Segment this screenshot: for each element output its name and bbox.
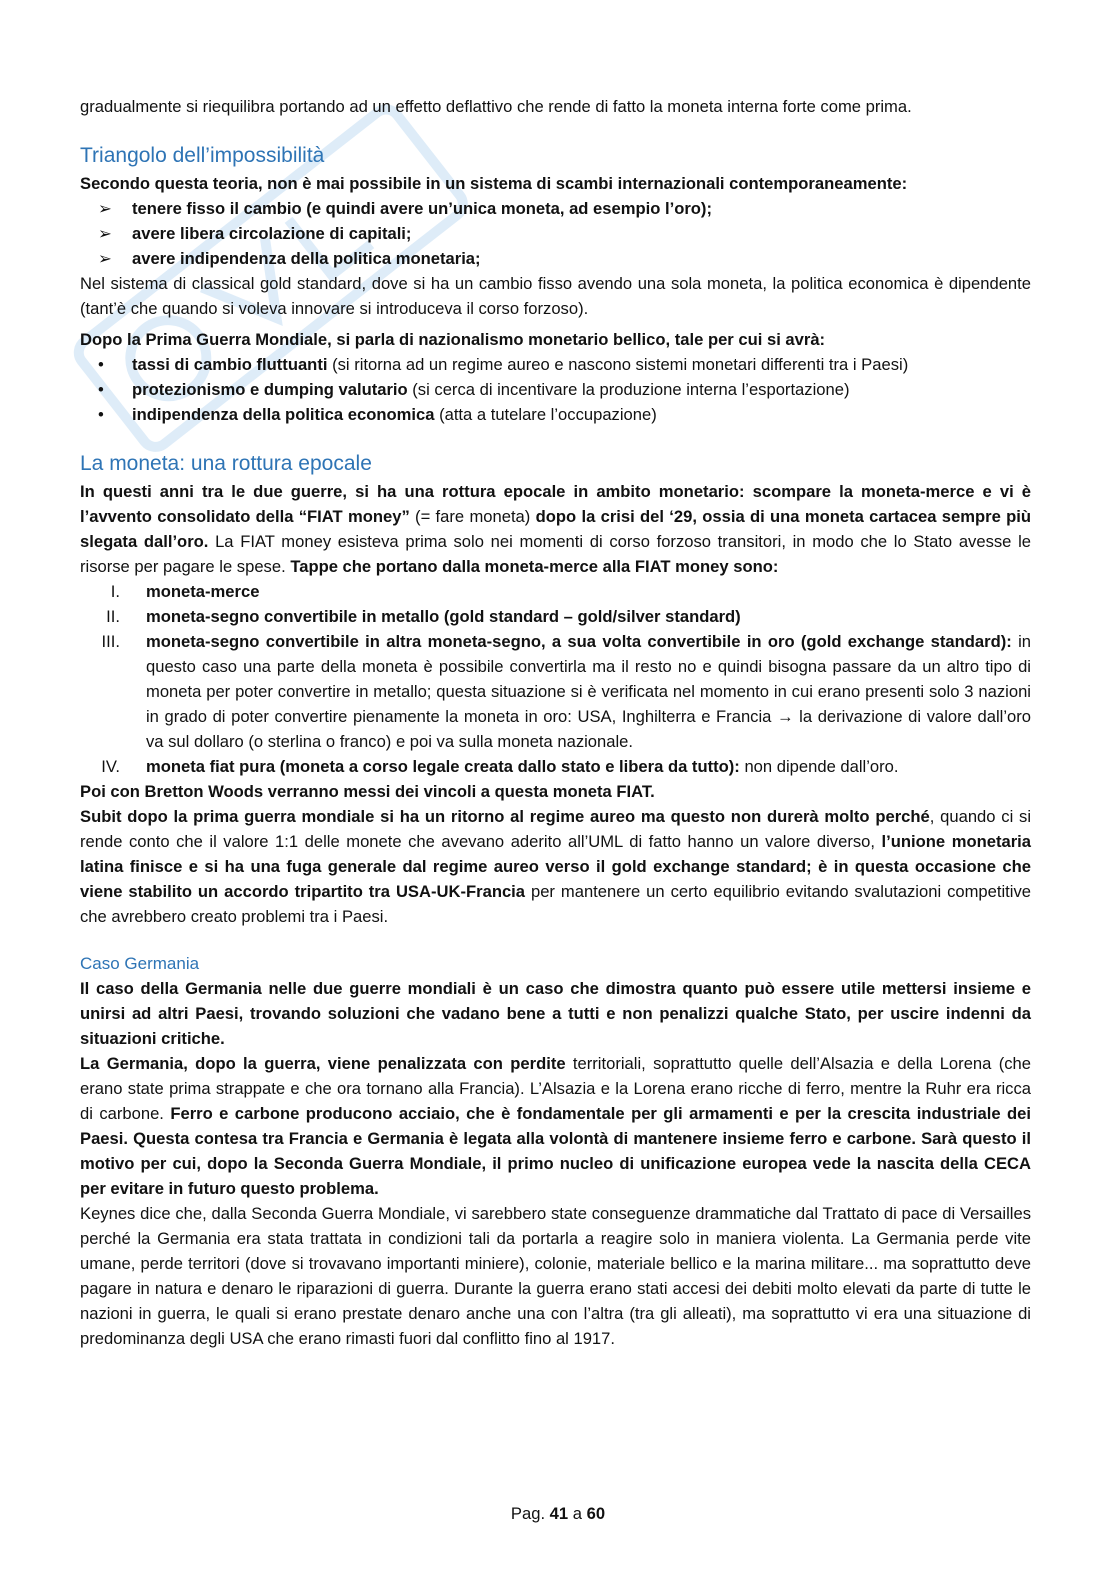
list-item: ➢ tenere fisso il cambio (e quindi avere un’unica moneta, ad esempio l’oro); <box>80 196 1031 221</box>
list-item: • protezionismo e dumping valutario (si cerca di incentivare la produzione interna l’esportazione) <box>80 377 1031 402</box>
nazionalismo-lead: Dopo la Prima Guerra Mondiale, si parla di nazionalismo monetario bellico, tale per cui si avrà: <box>80 330 826 349</box>
gold-standard-paragraph: Nel sistema di classical gold standard, dove si ha un cambio fisso avendo una sola moneta, la politica economica è dipendente (tant’è che quando si voleva innovare si introduceva il corso forzoso). <box>80 274 1031 318</box>
list-item: ➢ avere indipendenza della politica monetaria; <box>80 246 1031 271</box>
moneta-paragraph-1: In questi anni tra le due guerre, si ha una rottura epocale in ambito monetario: scompare la moneta-merce e vi è l’avvento consolidato della “FIAT money” (= fare moneta) dopo la crisi del ‘29, ossia di una moneta cartacea sempre più slegata dall’oro. La FIAT money esisteva prima solo nei momenti di corso forzoso transitori, in modo che lo Stato avesse le risorse per pagare le spese. Tappe che portano dalla moneta-merce alla FIAT money sono: <box>80 482 1031 576</box>
moneta-paragraph-3: Subit dopo la prima guerra mondiale si ha un ritorno al regime aureo ma questo non durerà molto perché, quando ci si rende conto che il valore 1:1 delle monete che avevano aderito all’UML di fatto hanno un valore diverso, l’unione monetaria latina finisce e si ha una fuga generale dal regime aureo verso il gold exchange standard; è in questa occasione che viene stabilito un accordo tripartito tra USA-UK-Francia per mantenere un certo equilibrio evitando svalutazioni competitive che avrebbero creato problemi tra i Paesi. <box>80 807 1032 926</box>
bretton-woods-paragraph: Poi con Bretton Woods verranno messi dei vincoli a questa moneta FIAT. <box>80 782 655 801</box>
bullet-icon: • <box>98 405 104 424</box>
triangolo-lead: Secondo questa teoria, non è mai possibile in un sistema di scambi internazionali contemporaneamente: <box>80 174 908 193</box>
section-title-triangolo: Triangolo dell’impossibilità <box>80 144 325 167</box>
list-item: I. moneta-merce <box>110 582 260 601</box>
keynes-paragraph: Keynes dice che, dalla Seconda Guerra Mondiale, vi sarebbero state conseguenze drammatiche dal Trattato di pace di Versailles perché la Germania era stata trattata in condizioni tali da portarla a reagire solo in maniera violenta. La Germania perde vite umane, perde territori (dove si trovavano importanti miniere), colonie, materiale bellico e la marina militare... ma soprattutto deve pagare in natura e denaro le riparazioni di guerra. Durante la guerra erano stati accesi dei debiti molto elevati da parte di tutte le nazioni in guerra, le quali si erano prestate denaro anche una con l’altra (tra gli alleati), ma soprattutto vi era una situazione di predominanza degli USA che erano rimasti fuori dal conflitto fino al 1917. <box>80 1204 1031 1348</box>
page-number-current: 41 <box>549 1504 569 1523</box>
list-item: II. moneta-segno convertibile in metallo (gold standard – gold/silver standard) <box>106 607 741 626</box>
list-item: • indipendenza della politica economica (atta a tutelare l’occupazione) <box>80 402 1031 427</box>
page-content <box>80 94 1031 1351</box>
section-title-germania: Caso Germania <box>80 954 200 973</box>
page-number-total: 60 <box>586 1504 606 1523</box>
bullet-icon: • <box>98 380 104 399</box>
tappe-list <box>80 579 1031 779</box>
arrow-bullet-icon: ➢ <box>98 224 112 243</box>
germania-paragraph-1: Il caso della Germania nelle due guerre mondiali è un caso che dimostra quanto può essere utile mettersi insieme e unirsi ad altri Paesi, trovando soluzioni che vadano bene a tutti e non penalizzi qualche Stato, per uscire indenni da situazioni critiche. <box>80 979 1031 1048</box>
list-item: • tassi di cambio fluttuanti (si ritorna ad un regime aureo e nascono sistemi monetari differenti tra i Paesi) <box>80 352 1031 377</box>
germania-paragraph-2: La Germania, dopo la guerra, viene penalizzata con perdite territoriali, soprattutto quelle dell’Alsazia e della Lorena (che erano state prima strappate e che ora tornano alla Francia). L’Alsazia e la Lorena erano ricche di ferro, mentre la Ruhr era ricca di carbone. Ferro e carbone producono acciaio, che è fondamentale per gli armamenti e per la crescita industriale dei Paesi. Questa contesa tra Francia e Germania è legata alla volontà di mantenere insieme ferro e carbone. Sarà questo il motivo per cui, dopo la Seconda Guerra Mondiale, il primo nucleo di unificazione europea vede la nascita della CECA per evitare in futuro questo problema. <box>80 1054 1031 1198</box>
bullet-icon: • <box>98 355 104 374</box>
page-number-prefix: Pag. <box>510 1504 550 1523</box>
list-item: III. moneta-segno convertibile in altra moneta-segno, a sua volta convertibile in oro (gold exchange standard): in questo caso una parte della moneta è possibile convertirla ma il resto no e quindi bisogna passare da un altro tipo di moneta per poter convertire in metallo; questa situazione si è verificata nel momento in cui erano presenti solo 3 nazioni in grado di poter convertire pienamente la moneta in oro: USA, Inghilterra e Francia → la derivazione di valore dall’oro va sul dollaro (o sterlina o franco) e poi va sulla moneta nazionale. <box>101 632 1031 751</box>
triangolo-list <box>80 196 1031 271</box>
nazionalismo-list <box>80 352 1031 427</box>
page-number-sep: a <box>568 1504 587 1523</box>
arrow-bullet-icon: ➢ <box>98 249 112 268</box>
section-title-moneta: La moneta: una rottura epocale <box>80 452 372 475</box>
list-item: IV. moneta fiat pura (moneta a corso legale creata dallo stato e libera da tutto): non dipende dall’oro. <box>101 757 899 776</box>
page-footer <box>0 1504 1116 1524</box>
intro-paragraph: gradualmente si riequilibra portando ad un effetto deflattivo che rende di fatto la moneta interna forte come prima. <box>80 97 912 116</box>
arrow-bullet-icon: ➢ <box>98 199 112 218</box>
list-item: ➢ avere libera circolazione di capitali; <box>80 221 1031 246</box>
